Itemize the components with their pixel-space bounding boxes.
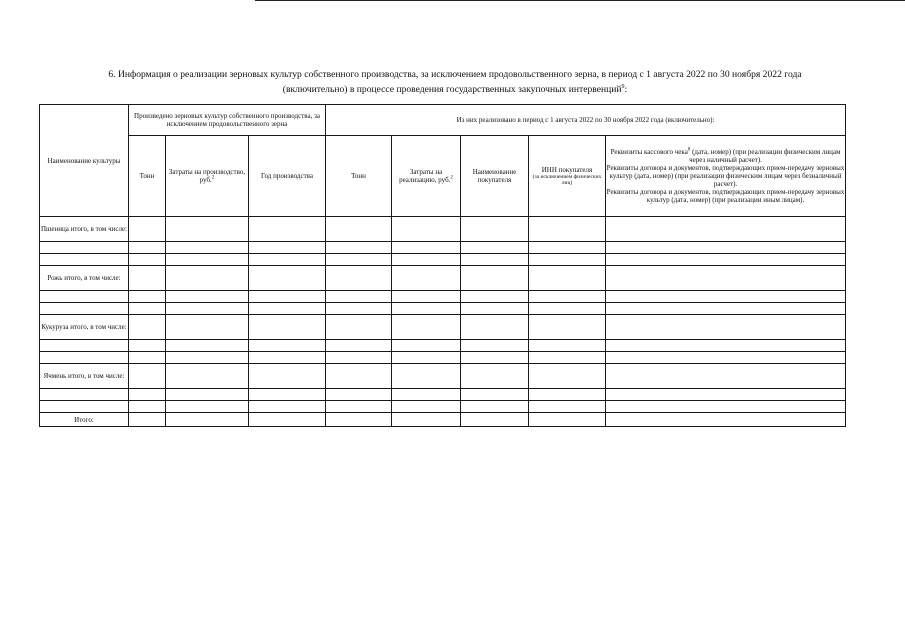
cell-input[interactable] xyxy=(40,401,129,413)
cell-input[interactable] xyxy=(606,401,846,413)
header-produced-costs xyxy=(166,136,249,217)
table-row-rye-sub xyxy=(40,291,846,303)
header-crop-name: Наименование культуры xyxy=(40,105,129,217)
cell-input[interactable] xyxy=(249,352,326,364)
cell-input[interactable] xyxy=(606,364,846,389)
cell-input[interactable] xyxy=(392,401,461,413)
cell-input[interactable] xyxy=(461,413,529,427)
cell-input[interactable] xyxy=(40,352,129,364)
cell-input[interactable] xyxy=(529,352,606,364)
cell-input[interactable] xyxy=(461,352,529,364)
cell-input[interactable] xyxy=(129,352,166,364)
crop-corn-label: Кукуруза итого, в том числе: xyxy=(40,315,129,340)
header-buyer-inn-note: (за исключением физических лиц) xyxy=(532,174,602,186)
cell-input[interactable] xyxy=(461,242,529,254)
cell-input[interactable] xyxy=(326,254,392,266)
cell-input[interactable] xyxy=(129,413,166,427)
cell-input[interactable] xyxy=(40,242,129,254)
cell-input[interactable] xyxy=(249,303,326,315)
cell-input[interactable] xyxy=(326,303,392,315)
crop-barley-label: Ячмень итого, в том числе: xyxy=(40,364,129,389)
crop-wheat-label: Пшеница итого, в том числе: xyxy=(40,217,129,242)
cell-input[interactable] xyxy=(129,242,166,254)
cell-input[interactable] xyxy=(326,340,392,352)
cell-input[interactable] xyxy=(40,291,129,303)
cell-input[interactable] xyxy=(129,217,166,242)
header-produced-tons: Тонн xyxy=(129,136,166,217)
cell-input[interactable] xyxy=(606,352,846,364)
sales-info-table xyxy=(39,104,846,427)
header-sold-costs-mark: 2 xyxy=(450,175,453,181)
table-row-total xyxy=(40,413,846,427)
cell-input[interactable] xyxy=(129,291,166,303)
crop-rye-label: Рожь итого, в том числе: xyxy=(40,266,129,291)
header-buyer-name: Наименование покупателя xyxy=(461,136,529,217)
table-row-wheat-sub xyxy=(40,242,846,254)
table-row-barley-sub xyxy=(40,401,846,413)
cell-input[interactable] xyxy=(529,315,606,340)
cell-input[interactable] xyxy=(326,266,392,291)
cell-input[interactable] xyxy=(166,291,249,303)
cell-input[interactable] xyxy=(40,389,129,401)
section-heading-line1: 6. Информация о реализации зерновых культур собственного производства, за исключением продовольственного зерна, в период с 1 августа 2022 по 30 ноября 2022 года xyxy=(108,69,802,80)
table-row-wheat xyxy=(40,217,846,242)
cell-input[interactable] xyxy=(166,401,249,413)
cell-input[interactable] xyxy=(166,254,249,266)
section-heading-line2-end: : xyxy=(624,84,628,96)
cell-input[interactable] xyxy=(249,401,326,413)
cell-input[interactable] xyxy=(461,315,529,340)
cell-input[interactable] xyxy=(392,413,461,427)
cell-input[interactable] xyxy=(166,413,249,427)
cell-input[interactable] xyxy=(392,364,461,389)
table-header-row-columns xyxy=(40,136,846,217)
cell-input[interactable] xyxy=(166,352,249,364)
cell-input[interactable] xyxy=(326,352,392,364)
cell-input[interactable] xyxy=(461,401,529,413)
header-produced-costs-text: Затраты на производство, руб. xyxy=(168,168,246,184)
cell-input[interactable] xyxy=(529,340,606,352)
cell-input[interactable] xyxy=(529,303,606,315)
header-requisites xyxy=(606,136,846,217)
header-requisites-receipt-b: (дата, номер) (при реализации физическим лицам через наличный расчет). xyxy=(689,148,841,164)
cell-input[interactable] xyxy=(40,303,129,315)
cell-input[interactable] xyxy=(40,254,129,266)
table-row-corn-sub xyxy=(40,340,846,352)
cell-input[interactable] xyxy=(392,303,461,315)
header-requisites-receipt-mark: 8 xyxy=(687,147,691,153)
cell-input[interactable] xyxy=(392,242,461,254)
cell-input[interactable] xyxy=(249,291,326,303)
cell-input[interactable] xyxy=(529,401,606,413)
cell-input[interactable] xyxy=(326,364,392,389)
cell-input[interactable] xyxy=(249,266,326,291)
cell-input[interactable] xyxy=(606,242,846,254)
cell-input[interactable] xyxy=(529,242,606,254)
cell-input[interactable] xyxy=(461,340,529,352)
cell-input[interactable] xyxy=(129,389,166,401)
cell-input[interactable] xyxy=(166,266,249,291)
cell-input[interactable] xyxy=(392,266,461,291)
cell-input[interactable] xyxy=(606,413,846,427)
page-top-border xyxy=(255,0,905,1)
cell-input[interactable] xyxy=(529,389,606,401)
cell-input[interactable] xyxy=(129,254,166,266)
header-produced-costs-mark: 2 xyxy=(211,175,215,181)
cell-input[interactable] xyxy=(606,217,846,242)
cell-input[interactable] xyxy=(529,254,606,266)
cell-input[interactable] xyxy=(166,364,249,389)
cell-input[interactable] xyxy=(129,303,166,315)
cell-input[interactable] xyxy=(461,389,529,401)
cell-input[interactable] xyxy=(249,315,326,340)
cell-input[interactable] xyxy=(249,217,326,242)
header-requisites-other: Реквизиты договора и документов, подтверждающих прием-передачу зерновых культур (дата, номер) (при реализации иным лицам). xyxy=(606,188,845,204)
cell-input[interactable] xyxy=(326,401,392,413)
cell-input[interactable] xyxy=(606,315,846,340)
cell-input[interactable] xyxy=(606,303,846,315)
cell-input[interactable] xyxy=(392,315,461,340)
table-row-corn xyxy=(40,315,846,340)
cell-input[interactable] xyxy=(249,364,326,389)
cell-input[interactable] xyxy=(392,254,461,266)
header-produced-year: Год производства xyxy=(249,136,326,217)
cell-input[interactable] xyxy=(392,352,461,364)
table-header-row-groups xyxy=(40,105,846,136)
header-requisites-cashless: Реквизиты договора и документов, подтверждающих прием-передачу зерновых культур (дата, номер) (при реализации физическим лицам через безналичный расчет). xyxy=(606,164,845,188)
table-row-wheat-sub xyxy=(40,254,846,266)
cell-input[interactable] xyxy=(529,291,606,303)
table-row-barley-sub xyxy=(40,389,846,401)
cell-input[interactable] xyxy=(606,389,846,401)
cell-input[interactable] xyxy=(392,340,461,352)
cell-input[interactable] xyxy=(392,217,461,242)
cell-input[interactable] xyxy=(529,413,606,427)
cell-input[interactable] xyxy=(249,254,326,266)
cell-input[interactable] xyxy=(166,217,249,242)
header-sold-group: Из них реализовано в период с 1 августа 2022 по 30 ноября 2022 года (включительно): xyxy=(326,105,846,136)
cell-input[interactable] xyxy=(529,217,606,242)
total-label: Итого: xyxy=(40,413,129,427)
cell-input[interactable] xyxy=(461,291,529,303)
cell-input[interactable] xyxy=(326,291,392,303)
table-row-rye-sub xyxy=(40,303,846,315)
cell-input[interactable] xyxy=(606,254,846,266)
cell-input[interactable] xyxy=(326,413,392,427)
header-buyer-inn-label: ИНН покупателя xyxy=(541,166,593,174)
cell-input[interactable] xyxy=(166,340,249,352)
cell-input[interactable] xyxy=(326,389,392,401)
cell-input[interactable] xyxy=(166,389,249,401)
cell-input[interactable] xyxy=(129,266,166,291)
cell-input[interactable] xyxy=(129,401,166,413)
header-requisites-receipt xyxy=(606,148,845,164)
header-produced-group: Произведено зерновых культур собственного производства, за исключением продовольственного зерна xyxy=(129,105,326,136)
cell-input[interactable] xyxy=(129,340,166,352)
section-heading-line2 xyxy=(50,81,860,96)
header-buyer-inn xyxy=(529,136,606,217)
cell-input[interactable] xyxy=(166,242,249,254)
cell-input[interactable] xyxy=(461,303,529,315)
cell-input[interactable] xyxy=(249,242,326,254)
header-sold-tons: Тонн xyxy=(326,136,392,217)
cell-input[interactable] xyxy=(249,413,326,427)
table-row-rye xyxy=(40,266,846,291)
cell-input[interactable] xyxy=(326,315,392,340)
cell-input[interactable] xyxy=(606,266,846,291)
cell-input[interactable] xyxy=(249,389,326,401)
section-heading-line2-text: (включительно) в процессе проведения государственных закупочных интервенций xyxy=(282,84,622,96)
cell-input[interactable] xyxy=(326,242,392,254)
cell-input[interactable] xyxy=(392,291,461,303)
cell-input[interactable] xyxy=(166,303,249,315)
cell-input[interactable] xyxy=(529,364,606,389)
cell-input[interactable] xyxy=(129,364,166,389)
cell-input[interactable] xyxy=(606,291,846,303)
cell-input[interactable] xyxy=(461,254,529,266)
cell-input[interactable] xyxy=(461,364,529,389)
cell-input[interactable] xyxy=(392,389,461,401)
cell-input[interactable] xyxy=(40,340,129,352)
header-sold-costs-text: Затраты на реализацию, руб. xyxy=(399,168,451,184)
section-heading xyxy=(50,69,860,96)
cell-input[interactable] xyxy=(461,266,529,291)
cell-input[interactable] xyxy=(461,217,529,242)
cell-input[interactable] xyxy=(606,340,846,352)
header-requisites-receipt-a: Реквизиты кассового чека xyxy=(610,148,688,156)
table-row-barley xyxy=(40,364,846,389)
table-row-corn-sub xyxy=(40,352,846,364)
cell-input[interactable] xyxy=(166,315,249,340)
header-sold-costs xyxy=(392,136,461,217)
footnote-mark: 9 xyxy=(621,84,625,90)
cell-input[interactable] xyxy=(326,217,392,242)
cell-input[interactable] xyxy=(249,340,326,352)
cell-input[interactable] xyxy=(129,315,166,340)
cell-input[interactable] xyxy=(529,266,606,291)
